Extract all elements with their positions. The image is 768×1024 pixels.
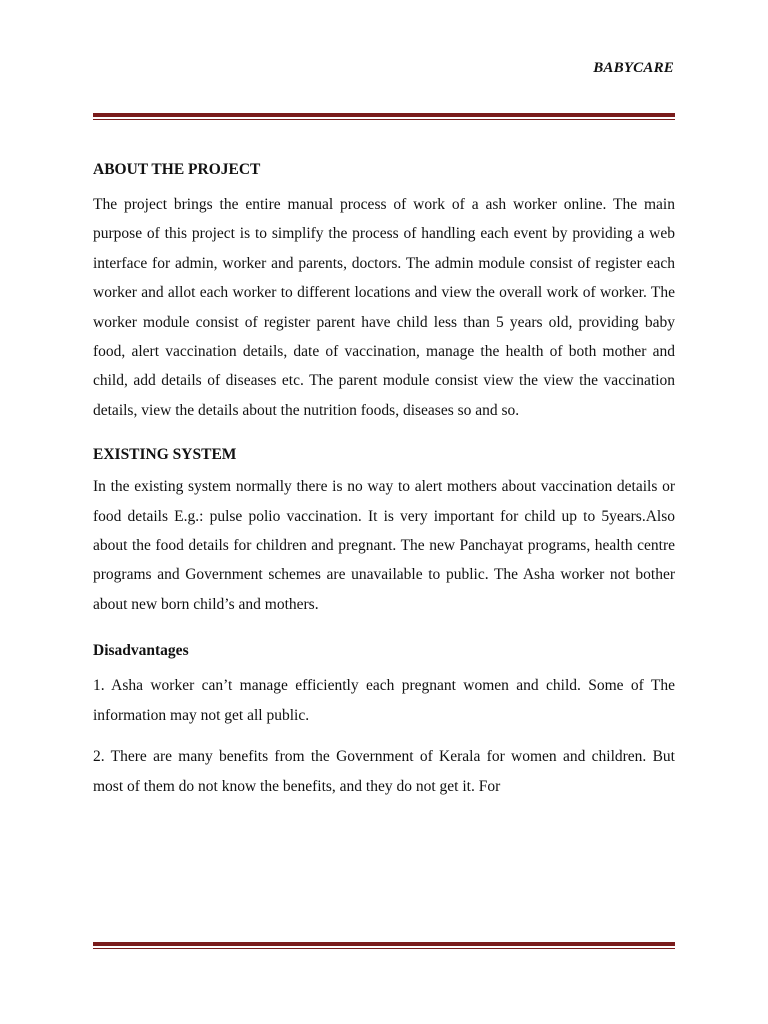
- section-paragraph-about: The project brings the entire manual process of work of a ash worker online. The main purpose of this project is to simplify the process of handling each event by providing a web interface for admin, worker and parents, doctors. The admin module consist of register each worker and allot each worker to different locations and view the overall work of worker. The worker module consist of register parent have child less than 5 years old, providing baby food, alert vaccination details, date of vaccination, manage the health of both mother and child, add details of diseases etc. The parent module consist view the view the vaccination details, view the details about the nutrition foods, diseases so and so.: [93, 196, 675, 419]
- section-heading-about: ABOUT THE PROJECT: [93, 161, 261, 178]
- disadvantage-item: 1. Asha worker can’t manage efficiently each pregnant women and child. Some of The information may not get all public.: [93, 677, 675, 724]
- section-heading-existing-system: EXISTING SYSTEM: [93, 446, 237, 464]
- section-paragraph-existing-system: In the existing system normally there is no way to alert mothers about vaccination details or food details E.g.: pulse polio vaccination. It is very important for child up to 5years.Also about the food details for children and pregnant. The new Panchayat programs, health centre programs and Government schemes are unavailable to public. The Asha worker not bother about new born child’s and mothers.: [93, 478, 675, 613]
- document-header-title: BABYCARE: [593, 60, 674, 76]
- document-body: [93, 160, 675, 801]
- section-heading-disadvantages: Disadvantages: [93, 642, 189, 660]
- disadvantage-item: 2. There are many benefits from the Government of Kerala for women and children. But most of them do not know the benefits, and they do not get it. For: [93, 748, 675, 795]
- header-divider: [93, 113, 675, 120]
- footer-divider: [93, 942, 675, 949]
